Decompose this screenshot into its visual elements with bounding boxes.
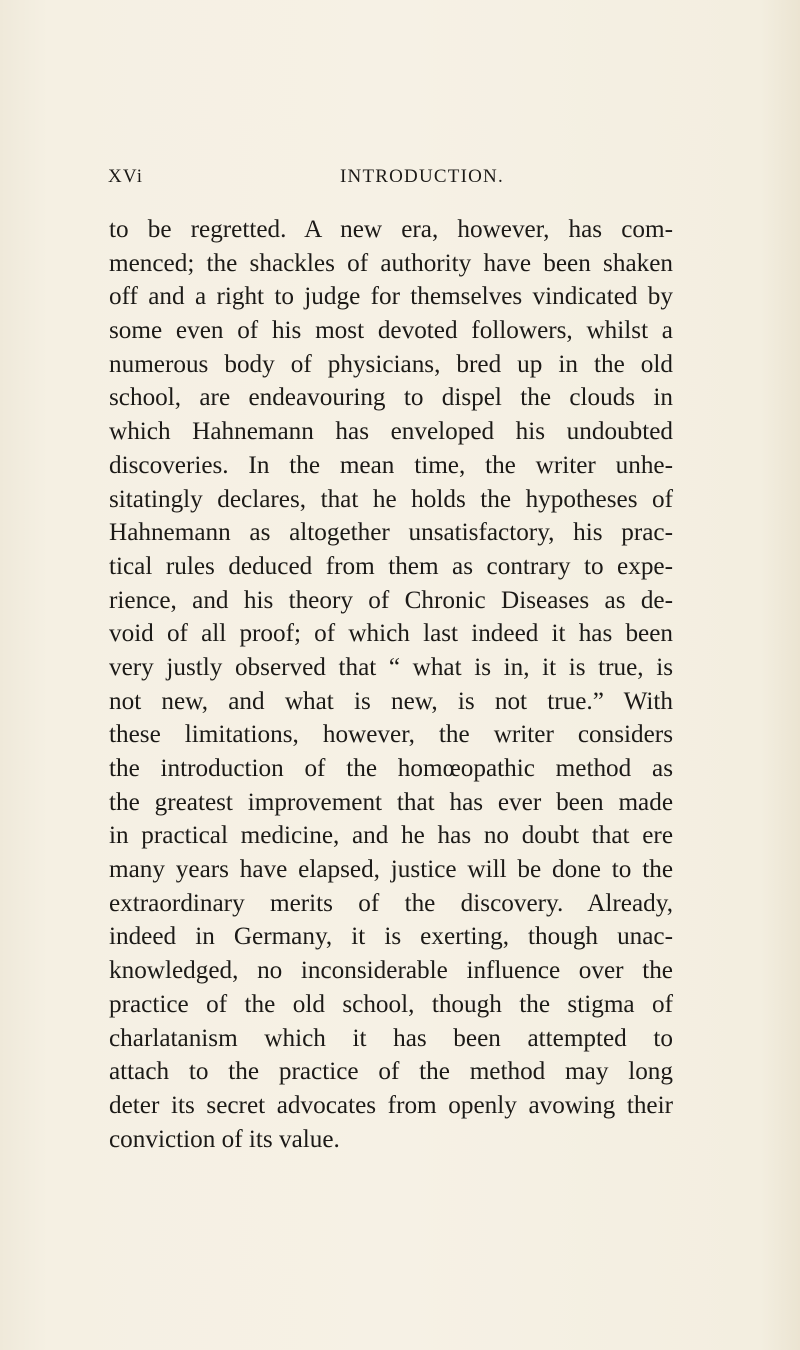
text-line: extraordinary merits of the discovery. Already, [109,889,673,917]
text-line: not new, and what is new, is not true.” With [109,687,673,715]
text-line: off and a right to judge for themselves vindicated by [109,283,673,311]
text-line: the introduction of the homœopathic method as [109,755,673,782]
text-line: very justly observed that “ what is in, it is true, is [109,653,673,681]
text-line: conviction of its value. [109,1125,340,1153]
text-line: discoveries. In the mean time, the writer unhe- [109,451,673,479]
text-line: some even of his most devoted followers, whilst a [109,317,673,345]
text-line: which Hahnemann has enveloped his undoubted [109,418,673,446]
body-text [109,213,673,1156]
text-line: to be regretted. A new era, however, has com- [109,216,673,243]
page-number: XVi [108,166,144,187]
text-line: numerous body of physicians, bred up in the old [109,350,673,378]
text-line: void of all proof; of which last indeed it has been [109,620,673,648]
text-line: tical rules deduced from them as contrary to expe- [109,552,673,580]
text-line: attach to the practice of the method may long [109,1058,673,1086]
text-line: practice of the old school, though the stigma of [109,990,673,1018]
page-header [108,166,708,192]
text-line: sitatingly declares, that he holds the hypotheses of [109,485,673,513]
text-line: school, are endeavouring to dispel the clouds in [109,384,673,412]
text-line: knowledged, no inconsiderable influence over the [109,957,673,985]
text-line: the greatest improvement that has ever been made [109,788,673,816]
text-line: indeed in Germany, it is exerting, though unac- [109,923,673,951]
text-line: rience, and his theory of Chronic Diseases as de- [109,586,673,614]
text-line: deter its secret advocates from openly avowing their [109,1091,673,1119]
running-title: INTRODUCTION. [340,166,504,187]
text-line: Hahnemann as altogether unsatisfactory, his prac- [109,519,673,547]
text-line: menced; the shackles of authority have been shaken [109,249,673,277]
text-line: these limitations, however, the writer considers [109,721,673,749]
text-line: charlatanism which it has been attempted to [109,1024,673,1052]
text-line: many years have elapsed, justice will be done to the [109,856,673,884]
text-line: in practical medicine, and he has no doubt that ere [109,822,673,850]
